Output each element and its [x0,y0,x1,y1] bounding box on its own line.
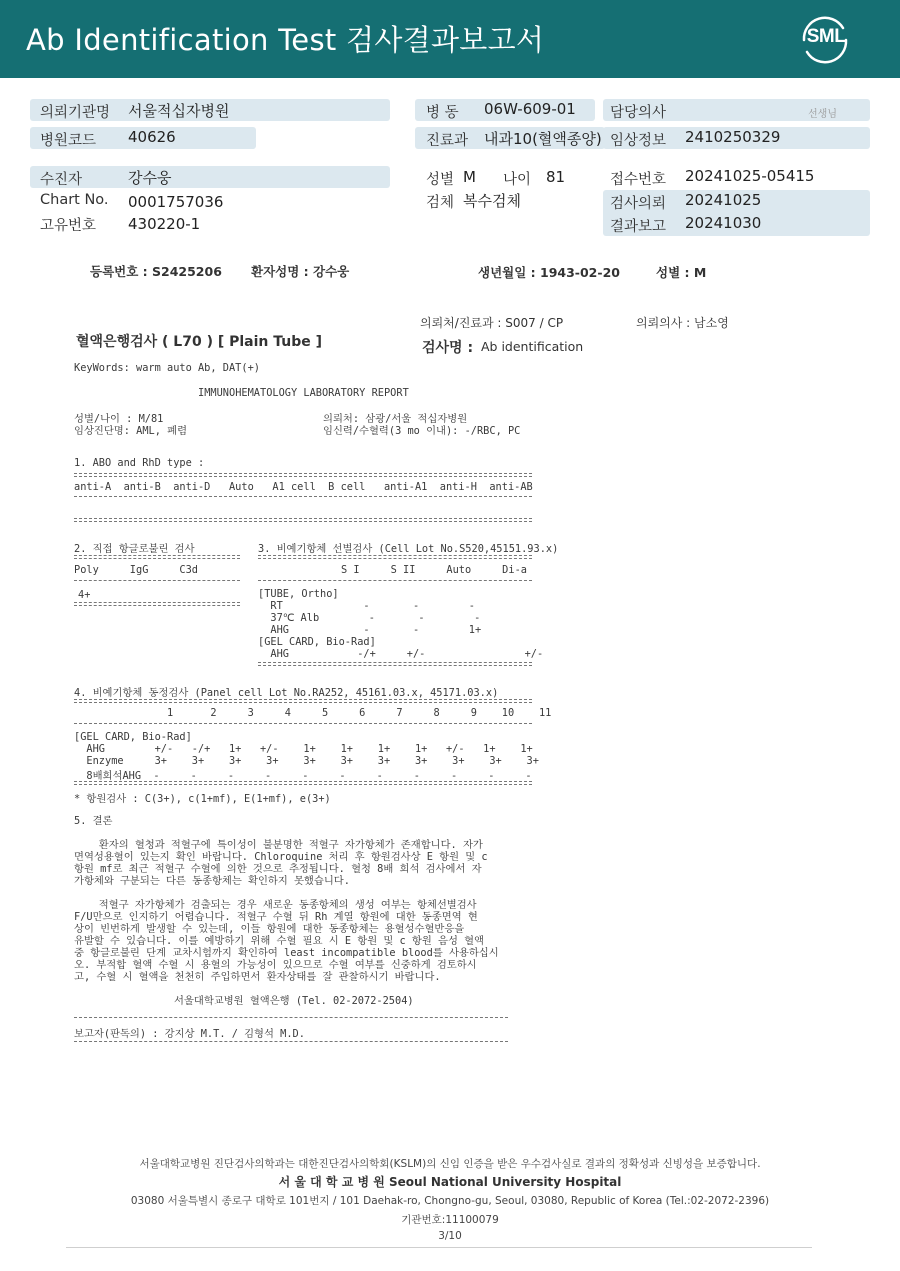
sec4-header: 1 2 3 4 5 6 7 8 9 10 11 [74,707,552,719]
divider [74,580,240,581]
sec3-row: [GEL CARD, Bio-Rad] [258,636,376,648]
sex-value: M [463,168,476,186]
sec4-row: AHG +/- -/+ 1+ +/- 1+ 1+ 1+ 1+ +/- 1+ 1+ [74,743,533,755]
page-number: 3/10 [438,1230,462,1242]
specimen-value: 복수검체 [463,192,521,210]
sec4-row: [GEL CARD, Bio-Rad] [74,731,192,743]
receipt-value: 20241025-05415 [685,167,815,185]
chart-no-value: 0001757036 [128,193,224,211]
specimen-label: 검체 [426,195,455,211]
address: 03080 서울특별시 종로구 대학로 101번지 / 101 Daehak-ro, Chongno-gu, Seoul, 03080, Republic of Korea (Tel.:02-2072-2396) [130,1195,770,1207]
reporter: 보고자(판독의) : 강지상 M.T. / 김형석 M.D. [74,1028,305,1040]
keywords: KeyWords: warm auto Ab, DAT(+) [74,362,260,374]
antigen-test: * 항원검사 : C(3+), c(1+mf), E(1+mf), e(3+) [74,793,331,805]
clinical-value: 2410250329 [685,128,781,146]
diagnosis: 임상진단명: AML, 폐렴 [74,425,188,437]
divider [258,555,532,559]
institution-label: 의뢰기관명 [40,105,111,121]
report-title: Ab Identification Test 검사결과보고서 [26,23,545,57]
result-value: 20241030 [685,214,762,232]
patient-value: 강수웅 [128,169,172,187]
sec4-title: 4. 비예기항체 동정검사 (Panel cell Lot No.RA252, 45161.03.x, 45171.03.x) [74,687,499,699]
requester: 의뢰처: 삼광/서울 적십자병원 [323,413,468,425]
divider [74,781,532,785]
chart-no-label: Chart No. [40,192,109,208]
sec3-row: AHG -/+ +/- +/- [258,648,544,660]
result-label: 결과보고 [610,219,667,235]
sex-age: 성별/나이 : M/81 [74,413,164,425]
lab-name: 서울대학교병원 혈액은행 (Tel. 02-2072-2504) [174,995,414,1007]
divider [258,580,532,581]
age-label: 나이 [503,172,532,188]
clinical-label: 임상정보 [610,133,667,149]
divider [258,662,532,666]
receipt-label: 접수번호 [610,172,667,188]
sec4-row: 8배희석AHG - - - - - - - - - - - [74,770,532,782]
para2-line: 중 항글로불린 단계 교차시험까지 확인하여 least incompatible blood를 사용하십시 [74,947,499,959]
institution-value: 서울적십자병원 [128,102,230,120]
request-value: 20241025 [685,191,762,209]
birth-date: 생년월일 : 1943-02-20 [478,265,620,280]
request-doctor: 의뢰의사 : 남소영 [636,316,729,330]
request-label: 검사의뢰 [610,196,667,212]
para1-line: 환자의 혈청과 적혈구에 특이성이 불분명한 적혈구 자가항체가 존재합니다. 자가 [74,839,483,851]
sec3-title: 3. 비예기항체 선별검사 (Cell Lot No.S520,45151.93.x) [258,543,559,555]
age-value: 81 [546,168,566,186]
para1-line: 가항체와 구분되는 다른 동종항체는 확인하지 못했습니다. [74,875,350,887]
para2-line: 유발할 수 있습니다. 이를 예방하기 위해 수혈 필요 시 E 항원 및 c 항원 음성 혈액 [74,935,484,947]
divider [74,1017,508,1018]
lab-report-title: IMMUNOHEMATOLOGY LABORATORY REPORT [198,387,409,399]
para2-line: F/U만으로 인지하기 어렵습니다. 적혈구 수혈 뒤 Rh 계열 항원에 대한 동종면역 현 [74,911,478,923]
divider [74,723,532,724]
hospital-name: 서 울 대 학 교 병 원 Seoul National University Hospital [278,1175,622,1189]
footer-divider [66,1247,812,1248]
para2-line: 오. 부적합 혈액 수혈 시 용혈의 가능성이 있으므로 수혈 여부를 신중하게 검토하시 [74,959,477,971]
sec3-header: S I S II Auto Di-a [341,564,527,576]
para1-line: 항원 mf로 최근 적혈구 수혈에 의한 것으로 추정됩니다. 혈청 8배 희석 검사에서 자 [74,863,482,875]
divider [74,602,240,606]
sec2-header: Poly IgG C3d [74,564,198,576]
sec2-value: 4+ [78,589,91,601]
divider [74,496,532,497]
test-title: 혈액은행검사 ( L70 ) [ Plain Tube ] [76,334,323,350]
dept-label: 진료과 [426,133,469,149]
sec3-row: AHG - - 1+ [258,624,482,636]
reg-no: 등록번호 : S2425206 [90,264,222,279]
sec1-title: 1. ABO and RhD type : [74,457,205,469]
divider [74,473,532,477]
sec5-title: 5. 결론 [74,815,113,827]
sec2-title: 2. 직접 항글로불린 검사 [74,543,195,555]
institution-number: 기관번호:11100079 [401,1214,499,1226]
patient-row [30,166,390,188]
divider [74,555,240,559]
hospital-code-value: 40626 [128,128,176,146]
pregnancy-history: 임신력/수혈력(3 mo 이내): -/RBC, PC [323,425,521,437]
para2-line: 고, 수혈 시 혈액을 천천히 주입하면서 환자상태를 잘 관찰하시기 바랍니다. [74,971,441,983]
divider [74,1041,508,1042]
sec4-row: Enzyme 3+ 3+ 3+ 3+ 3+ 3+ 3+ 3+ 3+ 3+ 3+ [74,755,539,767]
divider [74,518,532,522]
patient-name: 환자성명 : 강수웅 [251,264,350,279]
report-sex: 성별 : M [656,265,707,280]
sex-label: 성별 [426,172,455,188]
sec3-row: [TUBE, Ortho] [258,588,339,600]
sec3-row: RT - - - [258,600,475,612]
ward-value: 06W-609-01 [484,100,576,118]
certification-text: 서울대학교병원 진단검사의학과는 대한진단검사의학회(KSLM)의 신임 인증을 받은 우수검사실로 결과의 정확성과 신빙성을 보증합니다. [139,1158,761,1170]
test-name-value: Ab identification [481,339,584,354]
request-dept: 의뢰처/진료과 : S007 / CP [420,316,564,330]
logo-text: SML [806,26,846,47]
doctor-value: 선생님 [808,109,837,120]
hospital-code-label: 병원코드 [40,133,97,149]
unique-no-label: 고유번호 [40,218,97,234]
para1-line: 면역성용혈이 있는지 확인 바랍니다. Chloroquine 처리 후 항원검사상 E 항원 및 c [74,851,488,863]
doctor-label: 담당의사 [610,105,667,121]
para2-line: 상이 빈번하게 발생할 수 있는데, 이들 항원에 대한 동종항체는 용혈성수혈반응을 [74,923,465,935]
sec1-header: anti-A anti-B anti-D Auto A1 cell B cell anti-A1 anti-H anti-AB [74,481,533,493]
header-bar [0,0,900,78]
patient-label: 수진자 [40,172,83,188]
dept-value: 내과10(혈액종양) [484,130,602,148]
divider [74,699,532,703]
ward-label: 병 동 [426,105,459,121]
para2-line: 적혈구 자가항체가 검출되는 경우 새로운 동종항체의 생성 여부는 항체선별검사 [74,899,477,911]
test-name-label: 검사명 : [422,340,474,356]
unique-no-value: 430220-1 [128,215,201,233]
sec3-row: 37℃ Alb - - - [258,612,481,624]
